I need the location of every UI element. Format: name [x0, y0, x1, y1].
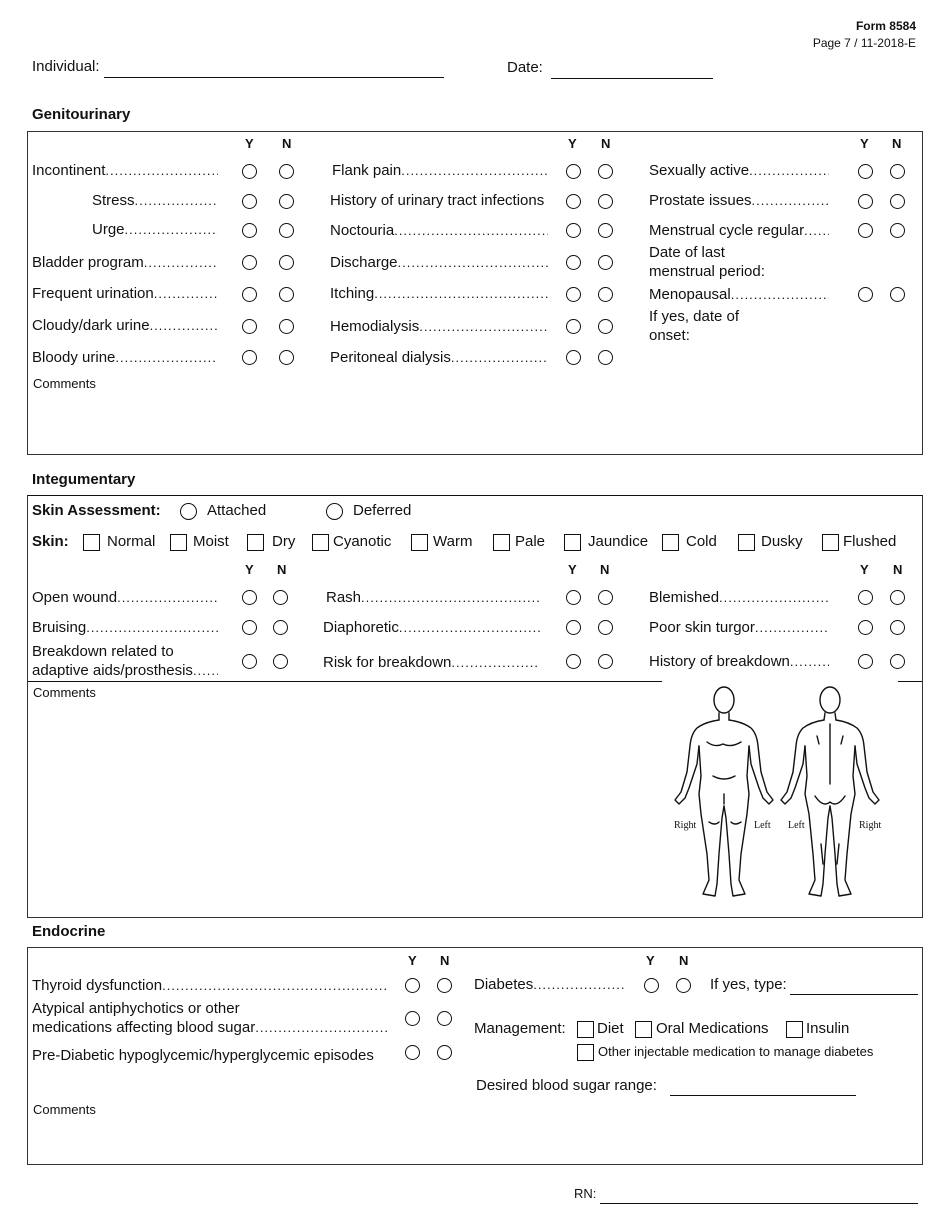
- skin-dry-checkbox[interactable]: [247, 534, 264, 551]
- skin-cyanotic-checkbox[interactable]: [312, 534, 329, 551]
- hemodialysis-no-radio[interactable]: [598, 319, 613, 334]
- flank-pain-label: Flank pain .....: [332, 162, 548, 180]
- urge-yes-radio[interactable]: [242, 223, 257, 238]
- bladder-program-yes-radio[interactable]: [242, 255, 257, 270]
- skin-warm-checkbox[interactable]: [411, 534, 428, 551]
- yes-header: Y: [408, 953, 417, 968]
- noctouria-yes-radio[interactable]: [566, 223, 581, 238]
- risk-breakdown-no-radio[interactable]: [598, 654, 613, 669]
- peritoneal-dialysis-label: Peritoneal dialysis .....: [330, 349, 548, 367]
- uti-no-radio[interactable]: [598, 194, 613, 209]
- skin-dry-label: Dry: [272, 533, 296, 550]
- menstrual-yes-radio[interactable]: [858, 223, 873, 238]
- discharge-label: Discharge .....: [330, 254, 548, 272]
- date-field[interactable]: [551, 78, 713, 79]
- menstrual-label: Menstrual cycle regular .....: [649, 222, 829, 240]
- yes-header: Y: [245, 136, 254, 151]
- bloody-urine-no-radio[interactable]: [279, 350, 294, 365]
- menopausal-yes-radio[interactable]: [858, 287, 873, 302]
- bruising-no-radio[interactable]: [273, 620, 288, 635]
- diabetes-type-label: If yes, type:: [710, 976, 787, 993]
- page-info: Page 7 / 11-2018-E: [812, 36, 916, 50]
- rash-label: Rash .....: [326, 589, 540, 607]
- genitourinary-comments-field[interactable]: [33, 394, 913, 450]
- diabetes-yes-radio[interactable]: [644, 978, 659, 993]
- noctouria-label: Noctouria .....: [330, 222, 548, 240]
- frequent-urination-label: Frequent urination .....: [32, 285, 218, 303]
- peritoneal-yes-radio[interactable]: [566, 350, 581, 365]
- yes-header: Y: [860, 562, 869, 577]
- incontinent-yes-radio[interactable]: [242, 164, 257, 179]
- skin-normal-checkbox[interactable]: [83, 534, 100, 551]
- cloudy-urine-label: Cloudy/dark urine .....: [32, 317, 218, 335]
- rash-no-radio[interactable]: [598, 590, 613, 605]
- divider: [28, 681, 662, 682]
- rn-label: RN:: [574, 1186, 597, 1201]
- yes-header: Y: [568, 136, 577, 151]
- bruising-yes-radio[interactable]: [242, 620, 257, 635]
- integumentary-comments-field[interactable]: [33, 703, 653, 913]
- skin-flushed-checkbox[interactable]: [822, 534, 839, 551]
- frequent-urination-no-radio[interactable]: [279, 287, 294, 302]
- body-front-figure: [675, 687, 773, 896]
- no-header: N: [282, 136, 292, 151]
- blemished-label: Blemished .....: [649, 589, 829, 607]
- risk-breakdown-yes-radio[interactable]: [566, 654, 581, 669]
- diet-label: Diet: [597, 1020, 624, 1037]
- stress-label: Stress .....: [92, 192, 218, 210]
- yes-header: Y: [245, 562, 254, 577]
- history-breakdown-yes-radio[interactable]: [858, 654, 873, 669]
- insulin-label: Insulin: [806, 1020, 850, 1037]
- oral-medications-checkbox[interactable]: [635, 1021, 652, 1038]
- diaphoretic-no-radio[interactable]: [598, 620, 613, 635]
- stress-yes-radio[interactable]: [242, 194, 257, 209]
- no-header: N: [440, 953, 450, 968]
- itching-no-radio[interactable]: [598, 287, 613, 302]
- management-label: Management:: [474, 1020, 566, 1037]
- menopausal-label: Menopausal .....: [649, 286, 829, 304]
- body-label-right-back: Right: [859, 820, 882, 831]
- menopausal-no-radio[interactable]: [890, 287, 905, 302]
- oral-medications-label: Oral Medications: [656, 1020, 769, 1037]
- breakdown-label-1: Breakdown related to: [32, 643, 174, 660]
- body-label-right-front: Right: [674, 820, 697, 831]
- deferred-radio[interactable]: [326, 503, 343, 520]
- thyroid-no-radio[interactable]: [437, 978, 452, 993]
- open-wound-yes-radio[interactable]: [242, 590, 257, 605]
- discharge-no-radio[interactable]: [598, 255, 613, 270]
- skin-normal-label: Normal: [107, 533, 156, 550]
- diabetes-no-radio[interactable]: [676, 978, 691, 993]
- bladder-program-no-radio[interactable]: [279, 255, 294, 270]
- diabetes-type-field[interactable]: [790, 994, 918, 995]
- hemodialysis-label: Hemodialysis .....: [330, 318, 548, 336]
- onset-label-1: If yes, date of: [649, 308, 740, 325]
- skin-pale-label: Pale: [515, 533, 546, 550]
- prediabetic-no-radio[interactable]: [437, 1045, 452, 1060]
- thyroid-yes-radio[interactable]: [405, 978, 420, 993]
- open-wound-label: Open wound .....: [32, 589, 218, 607]
- atypical-label-1: Atypical antiphychotics or other: [32, 1000, 240, 1017]
- flank-pain-no-radio[interactable]: [598, 164, 613, 179]
- skin-assessment-label: Skin Assessment:: [32, 502, 161, 519]
- attached-radio[interactable]: [180, 503, 197, 520]
- stress-no-radio[interactable]: [279, 194, 294, 209]
- onset-label-2: onset:: [649, 327, 690, 344]
- prediabetic-yes-radio[interactable]: [405, 1045, 420, 1060]
- atypical-label-2: medications affecting blood sugar .....: [32, 1019, 387, 1037]
- menstrual-no-radio[interactable]: [890, 223, 905, 238]
- yes-header: Y: [646, 953, 655, 968]
- date-last-label-1: Date of last: [649, 244, 725, 261]
- form-number: Form 8584: [855, 19, 916, 33]
- body-back-figure: [781, 687, 882, 896]
- skin-cold-label: Cold: [686, 533, 717, 550]
- bloody-urine-yes-radio[interactable]: [242, 350, 257, 365]
- incontinent-no-radio[interactable]: [279, 164, 294, 179]
- no-header: N: [277, 562, 287, 577]
- no-header: N: [893, 562, 903, 577]
- yes-header: Y: [860, 136, 869, 151]
- no-header: N: [600, 562, 610, 577]
- attached-label: Attached: [207, 502, 267, 519]
- diaphoretic-yes-radio[interactable]: [566, 620, 581, 635]
- risk-breakdown-label: Risk for breakdown .....: [323, 654, 540, 672]
- individual-label: Individual:: [32, 58, 100, 75]
- atypical-no-radio[interactable]: [437, 1011, 452, 1026]
- body-label-left-back: Left: [788, 820, 805, 831]
- yes-header: Y: [568, 562, 577, 577]
- skin-label: Skin:: [32, 533, 69, 550]
- rash-yes-radio[interactable]: [566, 590, 581, 605]
- noctouria-no-radio[interactable]: [598, 223, 613, 238]
- date-label: Date:: [507, 59, 543, 76]
- bruising-label: Bruising .....: [32, 619, 218, 637]
- skin-pale-checkbox[interactable]: [493, 534, 510, 551]
- sexually-active-label: Sexually active .....: [649, 162, 829, 180]
- no-header: N: [679, 953, 689, 968]
- blemished-yes-radio[interactable]: [858, 590, 873, 605]
- endocrine-title: Endocrine: [32, 923, 106, 940]
- endocrine-comments-field[interactable]: [33, 1120, 913, 1160]
- thyroid-label: Thyroid dysfunction .....: [32, 977, 387, 995]
- prostate-yes-radio[interactable]: [858, 194, 873, 209]
- integumentary-comments-label: Comments: [33, 685, 96, 700]
- skin-flushed-label: Flushed: [843, 533, 897, 550]
- insulin-checkbox[interactable]: [786, 1021, 803, 1038]
- skin-dusky-label: Dusky: [761, 533, 803, 550]
- bloody-urine-label: Bloody urine .....: [32, 349, 218, 367]
- no-header: N: [601, 136, 611, 151]
- skin-warm-label: Warm: [433, 533, 473, 550]
- diabetes-label: Diabetes .....: [474, 976, 626, 994]
- skin-cold-checkbox[interactable]: [662, 534, 679, 551]
- genitourinary-title: Genitourinary: [32, 106, 131, 123]
- genitourinary-comments-label: Comments: [33, 376, 96, 391]
- body-diagram[interactable]: [665, 684, 895, 906]
- open-wound-no-radio[interactable]: [273, 590, 288, 605]
- skin-moist-label: Moist: [193, 533, 229, 550]
- divider: [898, 681, 922, 682]
- diaphoretic-label: Diaphoretic .....: [323, 619, 540, 637]
- itching-label: Itching .....: [330, 285, 548, 303]
- diet-checkbox[interactable]: [577, 1021, 594, 1038]
- poor-turgor-yes-radio[interactable]: [858, 620, 873, 635]
- rn-signature-field[interactable]: [600, 1203, 918, 1204]
- deferred-label: Deferred: [353, 502, 412, 519]
- other-injectable-label: Other injectable medication to manage diabetes: [598, 1044, 874, 1059]
- integumentary-title: Integumentary: [32, 471, 136, 488]
- history-breakdown-label: History of breakdown .....: [649, 653, 829, 671]
- skin-moist-checkbox[interactable]: [170, 534, 187, 551]
- prediabetic-label: Pre-Diabetic hypoglycemic/hyperglycemic episodes: [32, 1047, 374, 1064]
- cloudy-urine-no-radio[interactable]: [279, 319, 294, 334]
- skin-dusky-checkbox[interactable]: [738, 534, 755, 551]
- atypical-yes-radio[interactable]: [405, 1011, 420, 1026]
- flank-pain-yes-radio[interactable]: [566, 164, 581, 179]
- breakdown-label-2: adaptive aids/prosthesis .....: [32, 662, 218, 680]
- poor-turgor-label: Poor skin turgor .....: [649, 619, 829, 637]
- sexually-active-yes-radio[interactable]: [858, 164, 873, 179]
- frequent-urination-yes-radio[interactable]: [242, 287, 257, 302]
- urge-label: Urge .....: [92, 221, 218, 239]
- peritoneal-no-radio[interactable]: [598, 350, 613, 365]
- skin-jaundice-checkbox[interactable]: [564, 534, 581, 551]
- cloudy-urine-yes-radio[interactable]: [242, 319, 257, 334]
- blemished-no-radio[interactable]: [890, 590, 905, 605]
- desired-range-label: Desired blood sugar range:: [476, 1077, 657, 1094]
- breakdown-aids-yes-radio[interactable]: [242, 654, 257, 669]
- history-breakdown-no-radio[interactable]: [890, 654, 905, 669]
- prostate-label: Prostate issues .....: [649, 192, 829, 210]
- endocrine-comments-label: Comments: [33, 1102, 96, 1117]
- desired-range-field[interactable]: [670, 1095, 856, 1096]
- date-last-label-2: menstrual period:: [649, 263, 765, 280]
- poor-turgor-no-radio[interactable]: [890, 620, 905, 635]
- urge-no-radio[interactable]: [279, 223, 294, 238]
- discharge-yes-radio[interactable]: [566, 255, 581, 270]
- sexually-active-no-radio[interactable]: [890, 164, 905, 179]
- breakdown-aids-no-radio[interactable]: [273, 654, 288, 669]
- hemodialysis-yes-radio[interactable]: [566, 319, 581, 334]
- incontinent-label: Incontinent .....: [32, 162, 218, 180]
- no-header: N: [892, 136, 902, 151]
- individual-field[interactable]: [104, 77, 444, 78]
- other-injectable-checkbox[interactable]: [577, 1044, 594, 1061]
- body-label-left-front: Left: [754, 820, 771, 831]
- skin-cyanotic-label: Cyanotic: [333, 533, 392, 550]
- uti-yes-radio[interactable]: [566, 194, 581, 209]
- itching-yes-radio[interactable]: [566, 287, 581, 302]
- bladder-program-label: Bladder program .....: [32, 254, 218, 272]
- skin-jaundice-label: Jaundice: [588, 533, 649, 550]
- uti-history-label: History of urinary tract infections: [330, 192, 545, 209]
- prostate-no-radio[interactable]: [890, 194, 905, 209]
